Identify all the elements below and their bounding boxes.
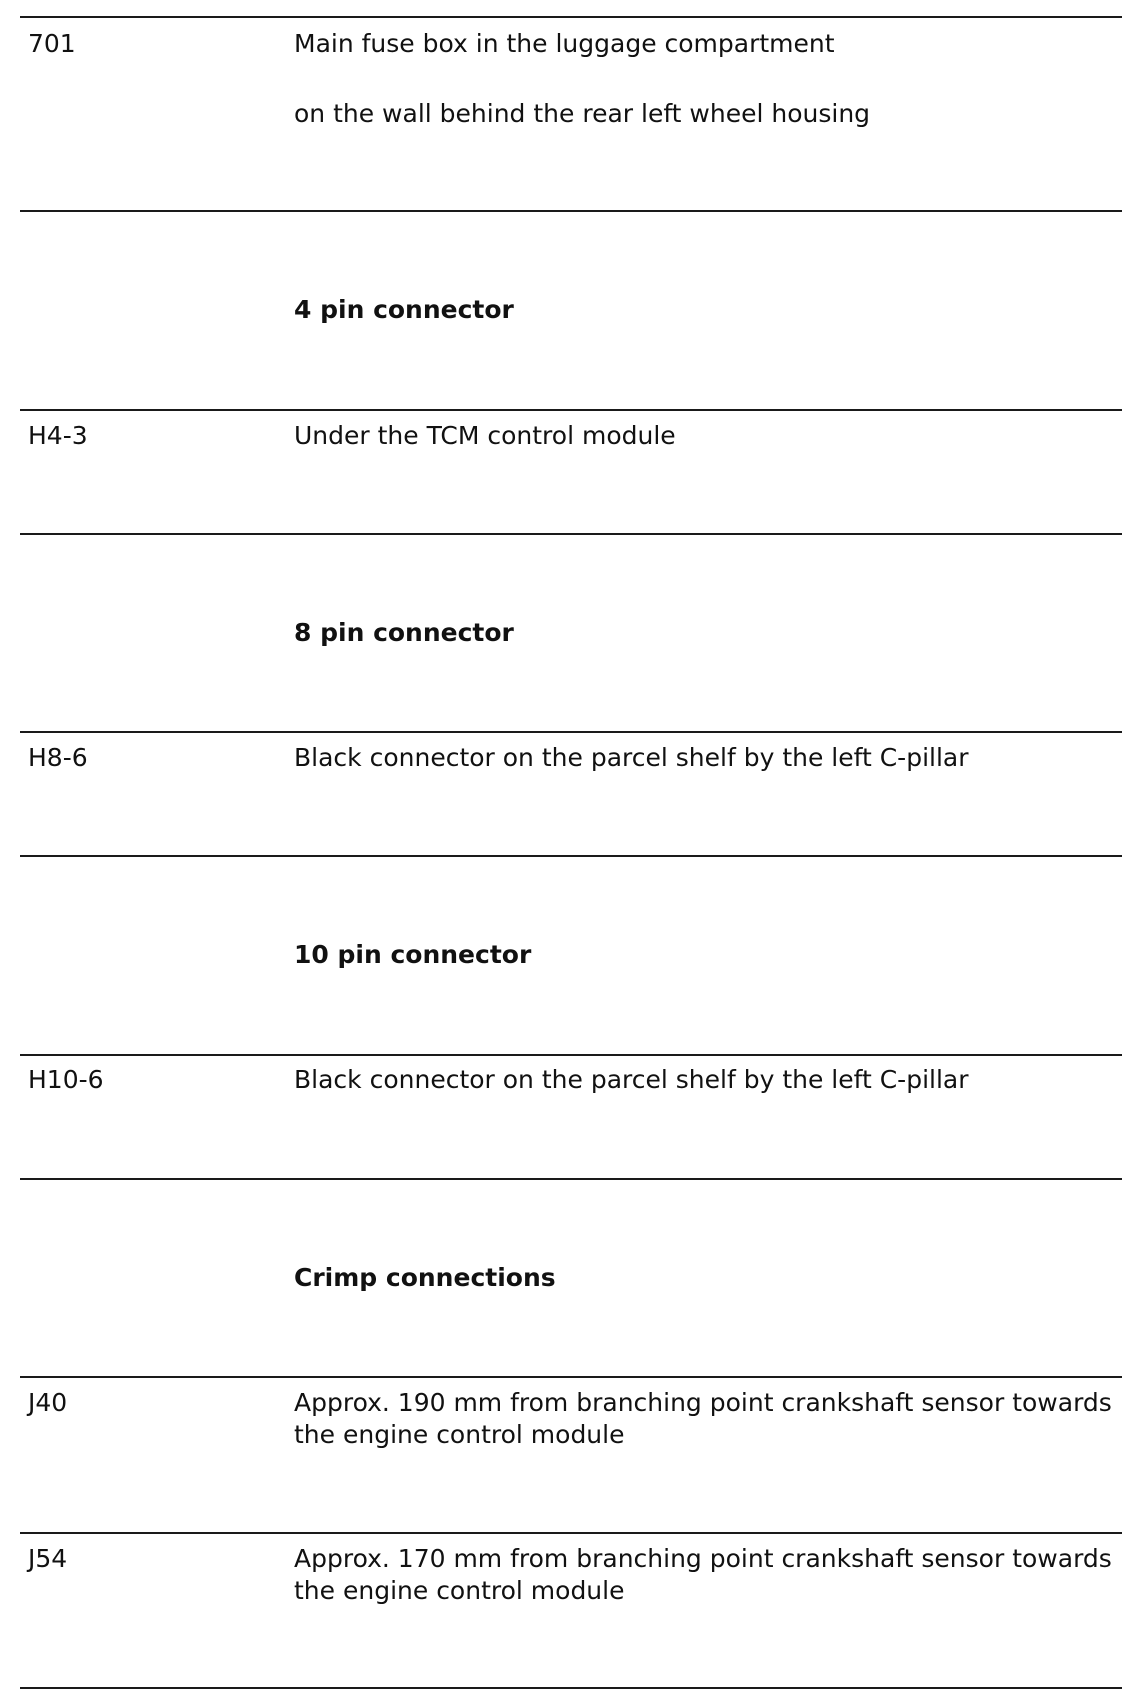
table-rule (20, 210, 1122, 212)
component-code: H10-6 (28, 1065, 104, 1094)
table-rule (20, 731, 1122, 733)
location-line-1: Main fuse box in the luggage compartment (294, 29, 835, 58)
component-location: Black connector on the parcel shelf by the left C-pillar (294, 1065, 969, 1094)
location-line-2: on the wall behind the rear left wheel housing (294, 99, 871, 128)
component-code: J54 (28, 1544, 68, 1573)
section-heading: Crimp connections (294, 1263, 556, 1292)
component-location: Approx. 170 mm from branching point crankshaft sensor towards the engine control module (294, 1544, 1112, 1605)
section-heading: 8 pin connector (294, 618, 514, 647)
section-heading: 4 pin connector (294, 295, 514, 324)
table-rule (20, 1178, 1122, 1180)
component-location: Black connector on the parcel shelf by the left C-pillar (294, 743, 969, 772)
component-location (294, 28, 1114, 130)
table-rule (20, 1054, 1122, 1056)
component-location: Under the TCM control module (294, 421, 676, 450)
table-rule (20, 409, 1122, 411)
table-rule (20, 533, 1122, 535)
section-heading: 10 pin connector (294, 940, 532, 969)
table-rule (20, 16, 1122, 18)
component-code: 701 (28, 29, 76, 58)
component-code: J40 (28, 1388, 68, 1417)
table-rule (20, 855, 1122, 857)
table-rule (20, 1532, 1122, 1534)
component-code: H4-3 (28, 421, 88, 450)
table-rule (20, 1376, 1122, 1378)
component-code: H8-6 (28, 743, 88, 772)
component-location: Approx. 190 mm from branching point crankshaft sensor towards the engine control module (294, 1388, 1112, 1449)
table-rule (20, 1687, 1122, 1689)
